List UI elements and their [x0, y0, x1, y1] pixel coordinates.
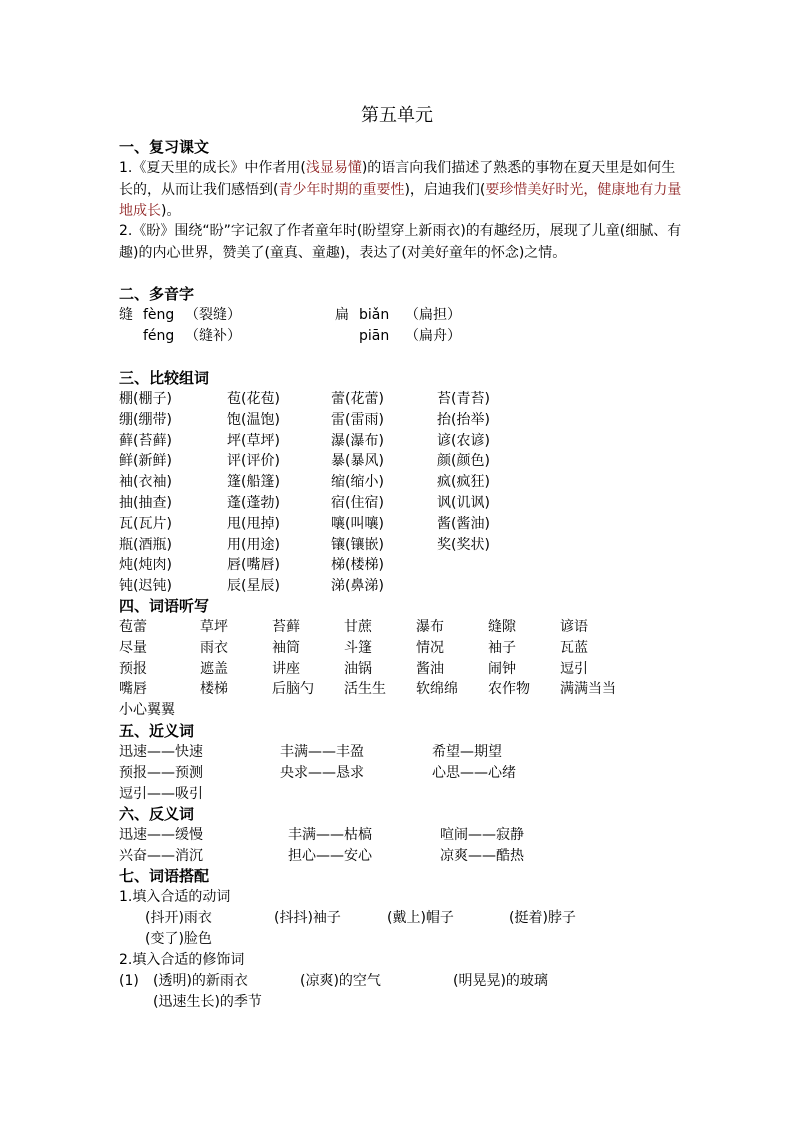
dictation-word: 满满当当 — [560, 681, 616, 698]
dictation-word: 雨衣 — [200, 639, 228, 656]
dictation-word: 讲座 — [272, 660, 300, 677]
polyphone-pinyin: fèng — [143, 307, 175, 323]
section-heading-compare-words: 三、比较组词 — [119, 369, 210, 387]
polyphone-word: （裂缝） — [185, 307, 241, 323]
antonym-pair: 凉爽——酷热 — [440, 847, 524, 864]
compare-word-item: 苔(青苔) — [437, 391, 490, 407]
compare-word-item: 暴(暴风) — [331, 453, 384, 470]
dictation-word: 酱油 — [416, 660, 444, 677]
dictation-word: 遮盖 — [200, 660, 228, 677]
section-heading-dictation: 四、词语听写 — [119, 597, 210, 615]
compare-word-item: 甩(甩掉) — [227, 515, 280, 532]
compare-word-item: 讽(讥讽) — [437, 495, 490, 511]
verb-item: (挺着)脖子 — [509, 910, 576, 926]
verb-item: (戴上)帽子 — [387, 910, 454, 926]
compare-word-item: 奖(奖状) — [437, 536, 490, 553]
dictation-word: 逗引 — [560, 660, 588, 677]
compare-word-item: 坪(草坪) — [227, 432, 280, 449]
collocation-subheading-verbs: 1.填入合适的动词 — [119, 889, 231, 905]
compare-word-item: 酱(酱油) — [437, 515, 490, 532]
dictation-word: 情况 — [416, 639, 444, 656]
section-heading-antonyms: 六、反义词 — [119, 805, 195, 823]
dictation-word: 农作物 — [488, 681, 530, 698]
synonym-pair: 央求——恳求 — [280, 764, 364, 781]
section-heading-collocations: 七、词语搭配 — [119, 867, 210, 885]
compare-word-item: 辰(星辰) — [227, 578, 280, 595]
dictation-word: 软绵绵 — [416, 681, 458, 698]
section-heading-review: 一、复习课文 — [119, 138, 210, 156]
polyphone-char: 缝 — [119, 307, 133, 323]
compare-word-item: 瓦(瓦片) — [119, 515, 172, 532]
synonym-pair: 迅速——快速 — [119, 744, 203, 760]
compare-word-item: 镶(镶嵌) — [331, 536, 384, 553]
modifier-item: (迅速生长)的季节 — [153, 994, 262, 1010]
compare-word-item: 绷(绷带) — [119, 411, 172, 428]
synonym-pair: 希望—期望 — [432, 744, 502, 760]
dictation-word: 嘴唇 — [119, 681, 147, 698]
polyphone-pinyin: piān — [359, 328, 390, 344]
polyphone-word: （缝补） — [185, 328, 241, 344]
compare-word-item: 疯(疯狂) — [437, 474, 490, 491]
compare-word-item: 袖(衣袖) — [119, 474, 172, 491]
dictation-word: 草坪 — [200, 619, 228, 635]
verb-item: (变了)脸色 — [145, 931, 212, 947]
compare-word-item: 蕾(花蕾) — [331, 391, 384, 407]
compare-word-item: 抽(抽查) — [119, 495, 172, 511]
compare-word-item: 炖(炖肉) — [119, 557, 172, 574]
dictation-word: 瀑布 — [416, 619, 444, 635]
polyphone-char: 扁 — [335, 307, 349, 323]
dictation-word: 谚语 — [560, 619, 588, 635]
compare-word-item: 瓶(酒瓶) — [119, 536, 172, 553]
review-paragraph-2: 2.《盼》围绕“盼”字记叙了作者童年时(盼望穿上新雨衣)的有趣经历，展现了儿童(细腻、有趣)的内心世界，赞美了(童真、童趣)，表达了(对美好童年的怀念)之情。 — [119, 223, 682, 261]
compare-word-item: 瀑(瀑布) — [331, 432, 384, 449]
synonym-pair: 心思——心绪 — [432, 764, 516, 781]
compare-word-item: 抬(抬举) — [437, 411, 490, 428]
dictation-word: 苞蕾 — [119, 619, 147, 635]
compare-word-item: 评(评价) — [227, 453, 280, 470]
compare-word-item: 缩(缩小) — [331, 474, 384, 491]
page-title: 第五单元 — [361, 105, 433, 126]
antonym-pair: 迅速——缓慢 — [119, 827, 203, 843]
compare-word-item: 蓬(蓬勃) — [227, 495, 280, 511]
antonym-pair: 担心——安心 — [288, 847, 372, 864]
modifier-list-number: (1) — [119, 973, 139, 989]
compare-word-item: 雷(雷雨) — [331, 411, 384, 428]
modifier-item: (凉爽)的空气 — [300, 973, 381, 989]
compare-word-item: 棚(棚子) — [119, 391, 172, 407]
synonym-pair: 丰满——丰盈 — [280, 744, 364, 760]
dictation-word: 楼梯 — [200, 681, 228, 698]
polyphone-word: （扁担） — [405, 307, 461, 323]
modifier-item: (透明)的新雨衣 — [153, 973, 248, 989]
compare-word-item: 宿(住宿) — [331, 495, 384, 511]
dictation-word: 小心翼翼 — [119, 702, 175, 719]
compare-word-item: 鲜(新鲜) — [119, 453, 172, 470]
dictation-word: 尽量 — [119, 639, 147, 656]
verb-item: (抖开)雨衣 — [145, 910, 212, 926]
dictation-word: 瓦蓝 — [560, 639, 588, 656]
compare-word-item: 嚷(叫嚷) — [331, 515, 384, 532]
synonym-pair: 逗引——吸引 — [119, 785, 203, 802]
compare-word-item: 藓(苔藓) — [119, 432, 172, 449]
polyphone-word: （扁舟） — [405, 328, 461, 344]
antonym-pair: 丰满——枯槁 — [288, 827, 372, 843]
compare-word-item: 苞(花苞) — [227, 391, 280, 407]
section-heading-polyphones: 二、多音字 — [119, 285, 195, 303]
collocation-subheading-modifiers: 2.填入合适的修饰词 — [119, 952, 245, 968]
dictation-word: 后脑勺 — [272, 681, 314, 698]
compare-word-item: 谚(农谚) — [437, 432, 490, 449]
modifier-item: (明晃晃)的玻璃 — [453, 973, 548, 989]
polyphone-pinyin: féng — [143, 328, 175, 344]
dictation-word: 袖筒 — [272, 639, 300, 656]
compare-word-item: 钝(迟钝) — [119, 578, 172, 595]
dictation-word: 袖子 — [488, 639, 516, 656]
dictation-word: 甘蔗 — [344, 619, 372, 635]
compare-word-item: 篷(船篷) — [227, 474, 280, 491]
compare-word-item: 梯(楼梯) — [331, 557, 384, 574]
synonym-pair: 预报——预测 — [119, 764, 203, 781]
compare-word-item: 唇(嘴唇) — [227, 557, 280, 574]
dictation-word: 油锅 — [344, 660, 372, 677]
dictation-word: 预报 — [119, 660, 147, 677]
antonym-pair: 兴奋——消沉 — [119, 847, 203, 864]
dictation-word: 缝隙 — [488, 619, 516, 635]
review-paragraph-1: 1.《夏天里的成长》中作者用(浅显易懂)的语言向我们描述了熟悉的事物在夏天里是如何生长的，从而让我们感悟到(青少年时期的重要性)，启迪我们(要珍惜美好时光，健康地有力量地成长)。 — [119, 160, 682, 219]
dictation-word: 闹钟 — [488, 660, 516, 677]
section-heading-synonyms: 五、近义词 — [119, 722, 195, 740]
polyphone-pinyin: biǎn — [359, 307, 390, 323]
dictation-word: 苔藓 — [272, 619, 300, 635]
compare-word-item: 颜(颜色) — [437, 453, 490, 470]
compare-word-item: 涕(鼻涕) — [331, 578, 384, 595]
dictation-word: 斗篷 — [344, 639, 372, 656]
verb-item: (抖抖)袖子 — [274, 910, 341, 926]
antonym-pair: 喧闹——寂静 — [440, 827, 524, 843]
compare-word-item: 用(用途) — [227, 536, 280, 553]
compare-word-item: 饱(温饱) — [227, 411, 280, 428]
dictation-word: 活生生 — [344, 681, 386, 698]
